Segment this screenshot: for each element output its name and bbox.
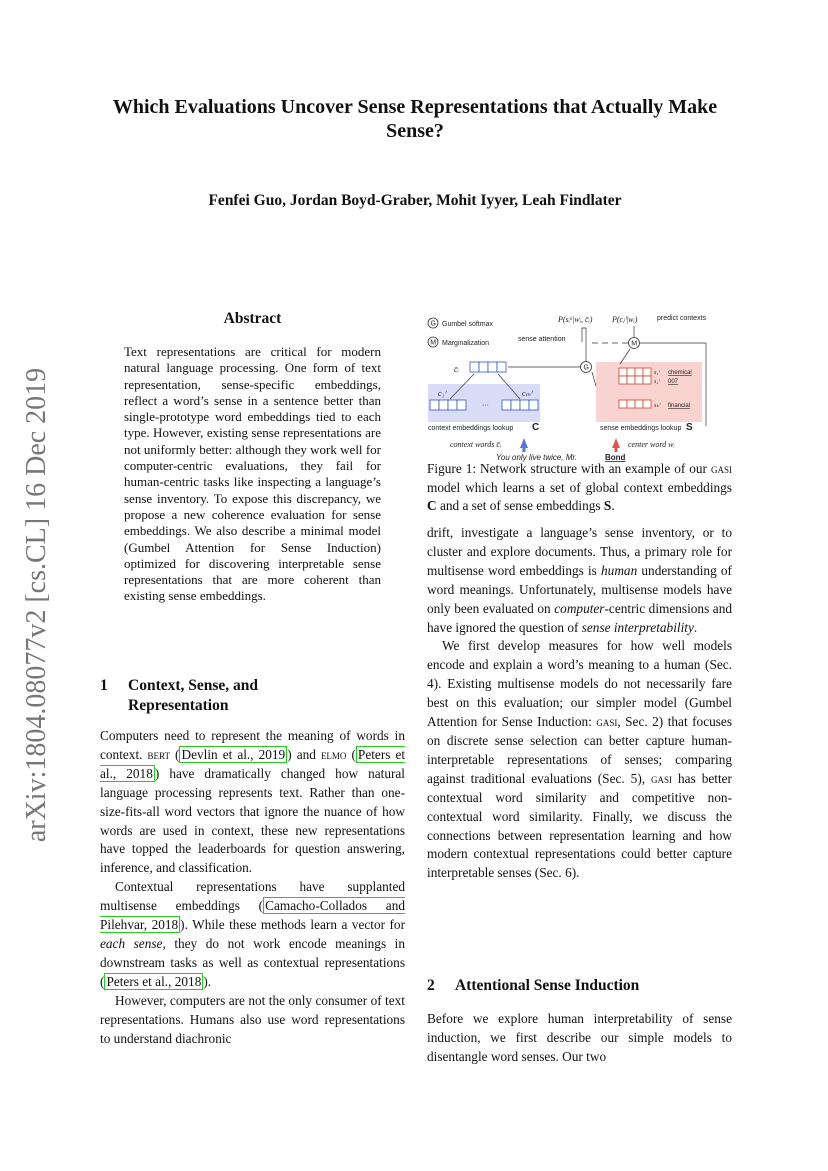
caption-text-4: . [611,498,615,513]
gumbel-node-label: G [583,364,589,372]
sense-attention-label: sense attention [518,336,566,343]
legend-g-symbol: G [430,320,436,328]
arxiv-identifier [21,365,52,845]
figure-network-structure [424,306,734,466]
right-column-body [427,524,732,883]
right-paragraph-1 [427,524,732,637]
sec1-p2-a: Contextual representations have supplanted multisense embeddings ( [100,879,405,914]
arrow-s-g [592,372,596,386]
context-matrix-label: C [532,422,540,433]
sec1-p2-c: , they do not work encode meanings in downstream tasks as well as contextual representations ( [100,935,405,989]
citation-peters-2[interactable]: Peters et al., 2018 [106,973,202,989]
caption-text-3: and a set of sense embeddings [439,498,601,513]
s1-label: s₁ⁱ [654,370,660,376]
context-ellipsis: ··· [482,402,489,409]
figure-caption [427,460,732,516]
sense-k-text: financial [668,403,691,409]
sec1-p2-d: ). [203,973,212,989]
right-p2-b: , Sec. 2) that focuses on discrete sense selection can better capture human-interpretable representations of senses; comparing against traditional evaluations (Sec. 5), [427,714,732,786]
right-p2-c: has better contextual word similarity and competitive non-contextual word similarity. Finally, we discuss the connections between representation learning and how modern contextual representations could better capture interpretable senses (Sec. 6). [427,770,732,881]
citation-camacho-collados[interactable]: Camacho-Collados and Pilehvar, 2018 [100,898,405,933]
sec1-p1-c: have dramatically changed how natural language processing represents text. Rather than one-size-fits-all word vectors that ignore the nuance of how words are used in context, these new representations have topped the leaderboards for question answering, inference, and classification. [100,765,406,876]
context-up-arrow-icon [520,438,528,452]
sec1-paragraph-2 [100,878,405,991]
example-sentence: You only live twice, Mr. [496,453,578,462]
section-2-body [427,1010,732,1067]
right-p1-c: -centric dimensions and have ignored the question of [427,600,733,635]
sec1-paragraph-3: However, computers are not the only consumer of text representations. Humans also use word representations to understand diachronic [100,992,405,1046]
marginalization-node-label: M [631,340,638,348]
arrow-g-attention [582,328,586,361]
legend-m-symbol: M [430,339,437,347]
s2-label: s₂ⁱ [654,379,660,385]
caption-s: S [603,498,612,513]
sense-lookup-label: sense embeddings lookup [600,425,682,432]
sk-label: sₖⁱ [654,403,660,409]
left-column-body [100,727,405,1048]
section-2-number: 2 [427,977,435,994]
cm-label: cₘⁱ [522,389,532,398]
section-2-heading [427,976,732,996]
right-p2-a: We first develop measures for how well models encode and explain a word’s meaning to a human (Sec. 4). Existing multisense models do not necessarily fare best on this evaluation; our simpler model (Gumbel Attention for Sense Induction: [427,638,732,730]
sec1-paragraph-1: Computers need to represent the meaning of words in context. bert ( Devlin et al., 2019 ) and elmo ( Peters et al., 2018 ) have dramatically changed how natural language processing represents text. Rather than one-size-fits-all word vectors that ignore the nuance of how words are used in context, these new representations have topped the leaderboards for question answering, inference, and classification. [100,728,406,876]
predict-contexts-label: predict contexts [657,315,707,322]
caption-model: gasi [710,461,732,476]
section-1-title-line1: Context, Sense, and [128,677,259,694]
caption-text-2: model which learns a set of global context embeddings [427,479,732,495]
abstract-text: Text representations are critical for modern natural language processing. One form of text representation, sense-specific embeddings, reflect a word’s sense in a sentence better than single-prototype word embeddings tied to each type. However, existing sense representations are not uniformly better: although they work well for computer-centric evaluations, they fail for human-centric tasks like inspecting a language’s sense inventory. To expose this discrepancy, we propose a new coherence evaluation for sense embeddings. We also describe a minimal model (Gumbel Attention for Sense Induction) optimized for discovering interpretable sense representations that are more coherent than existing sense embeddings. [124,344,381,604]
c-bar-label: c̄ᵢ [454,365,459,374]
sec1-p1-b: and [296,746,316,762]
c1-label: c₁ⁱ [438,389,446,398]
section-1-number: 1 [100,677,108,694]
right-p1-em-interpretability: sense interpretability [581,619,694,635]
sec2-paragraph-1: Before we explore human interpretability of sense induction, we first describe our simple models to disentangle word senses. Our two [427,1011,732,1064]
c1-vector [430,400,466,410]
elmo-term: elmo [320,746,347,762]
section-1-title-line2: Representation [128,697,229,714]
citation-peters-1[interactable]: Peters et al., 2018 [100,746,406,781]
legend-marginalization: Marginalization [442,340,490,347]
prob-context-label: P(cⱼⁱ|wᵢ) [612,315,638,324]
citation-devlin[interactable]: Devlin et al., 2019 [181,746,286,762]
right-p1-b: understanding of word meanings. Unfortunately, multisense models have only been evaluated on [427,562,732,616]
context-words-label: context words c̄ᵢ [450,440,502,449]
center-word-label: center word wᵢ [628,440,675,449]
sense-1-text: chemical [668,370,692,376]
sec1-p2-em: each sense [100,935,163,951]
prob-sense-label: P(sᵢᵏ|wᵢ, c̄ᵢ) [558,315,593,324]
caption-label: Figure 1: [427,461,477,476]
right-p1-d: . [693,619,698,635]
sec1-p2-b: ). While these methods learn a vector for [180,917,405,933]
bert-term: bert [147,746,170,762]
right-p1-em-human: human [601,562,638,578]
legend-gumbel: Gumbel softmax [442,321,493,328]
gasi-term-1: gasi [596,714,618,730]
paper-authors: Fenfei Guo, Jordan Boyd-Graber, Mohit Iyyer, Leah Findlater [208,192,622,209]
right-p1-a: drift, investigate a language’s sense inventory, or to cluster and explore documents. Thus, a primary role for multisense word embeddings is [427,525,732,578]
c-bar-vector [470,362,506,372]
sec1-p1-a: Computers need to represent the meaning of words in context. [100,728,405,762]
caption-text-1: Network structure with an example of our [480,461,707,476]
example-word: Bond [605,453,626,462]
context-lookup-label: context embeddings lookup [428,425,514,432]
sense-2-text: 007 [668,379,679,385]
arrow-s-m [620,349,630,364]
sense-matrix-label: S [686,422,693,433]
arxiv-identifier-text: arXiv:1804.08077v2 [cs.CL] 16 Dec 2019 [21,367,52,843]
right-p1-em-computer: computer [554,600,605,616]
cm-vector [502,400,538,410]
right-paragraph-2 [427,637,732,883]
section-2-title: Attentional Sense Induction [455,977,640,994]
figure-diagram [424,306,734,466]
paper-title: Which Evaluations Uncover Sense Representations that Actually Make Sense? [112,96,718,142]
caption-c: C [427,498,437,513]
abstract-heading: Abstract [223,310,282,327]
section-1-heading [100,676,405,716]
center-up-arrow-icon [612,438,620,452]
gasi-term-2: gasi [651,770,673,786]
